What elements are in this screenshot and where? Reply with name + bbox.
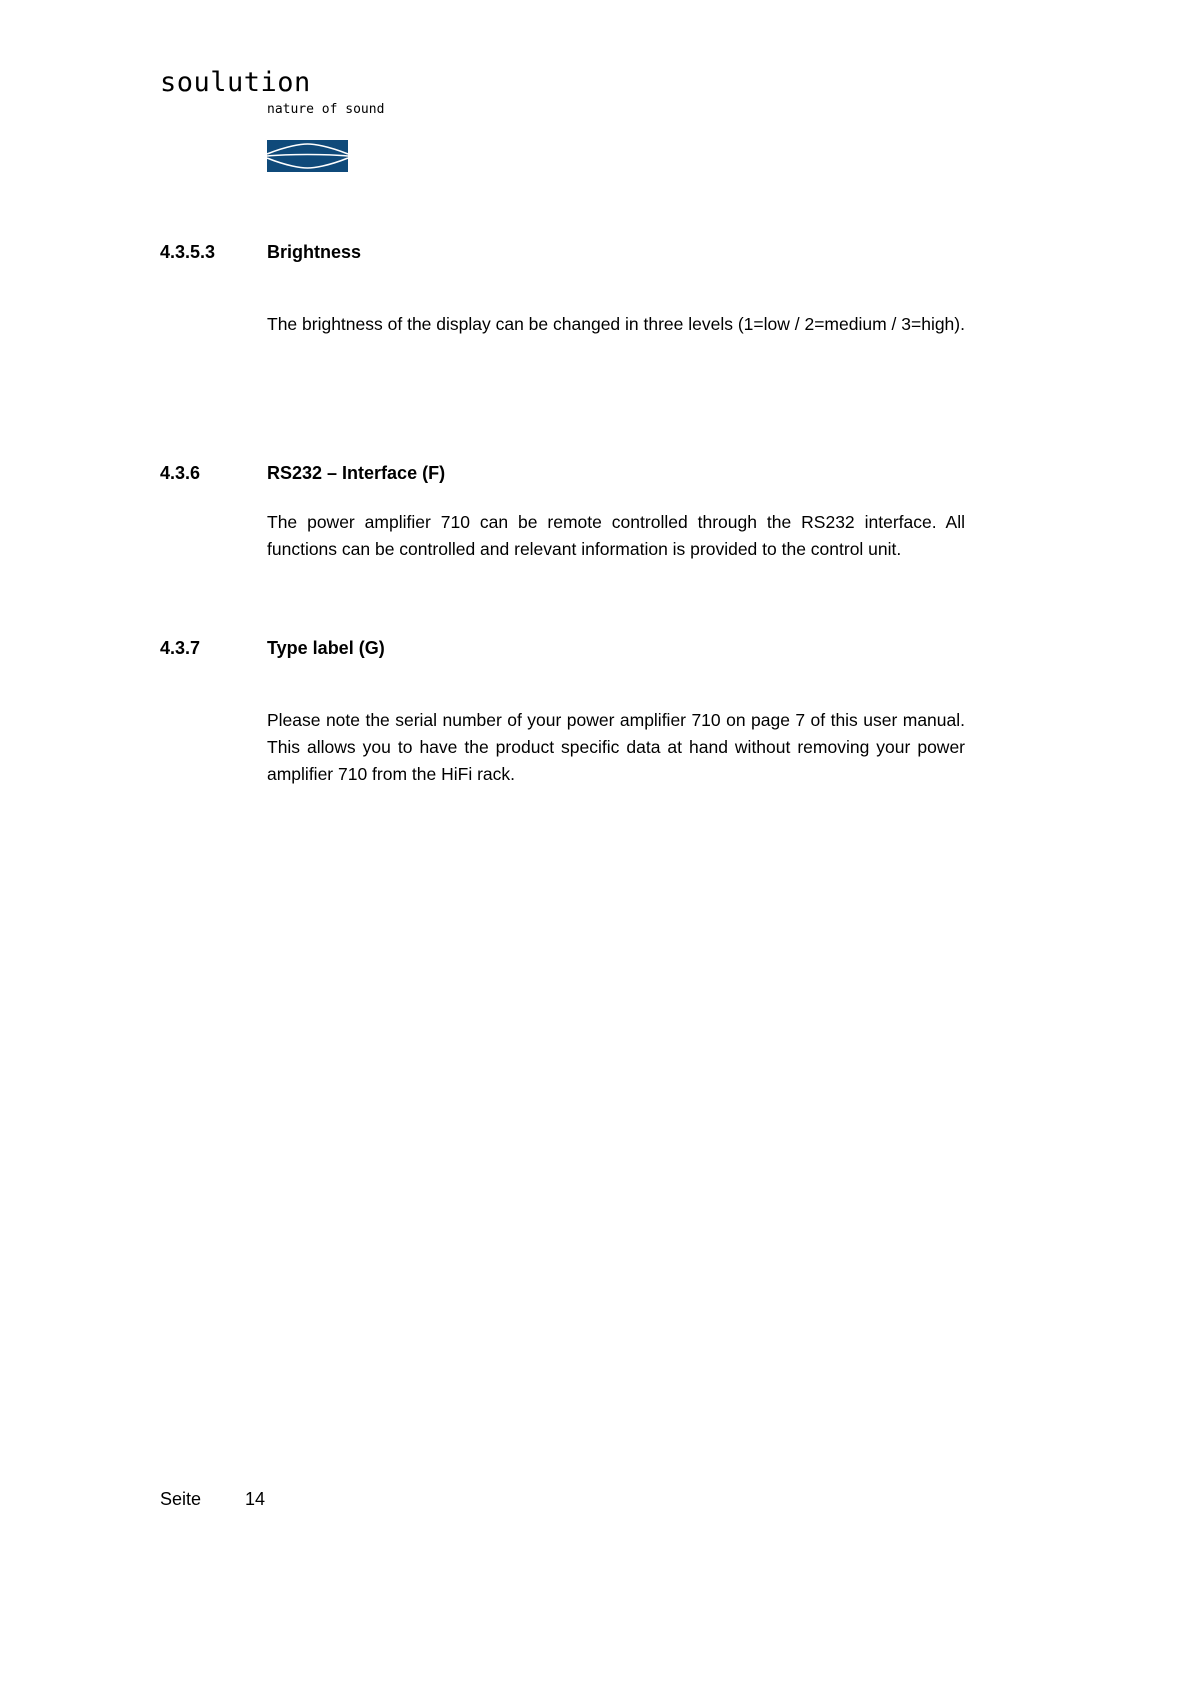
page-number: 14 — [245, 1489, 266, 1509]
section-number: 4.3.5.3 — [160, 242, 216, 262]
footer-label: Seite — [160, 1489, 202, 1509]
section-heading-rs232 — [160, 462, 445, 484]
section-paragraph: The power amplifier 710 can be remote controlled through the RS232 interface. All functions can be controlled and relevant information is provided to the control unit. — [267, 512, 965, 559]
brand-tagline: nature of sound — [267, 102, 385, 117]
section-heading-brightness — [160, 241, 361, 263]
section-paragraph: The brightness of the display can be changed in three levels (1=low / 2=medium / 3=high). — [267, 314, 965, 334]
section-paragraph: Please note the serial number of your power amplifier 710 on page 7 of this user manual. This allows you to have the product specific data at hand without removing your power amplifier 710 from the HiFi rack. — [267, 710, 965, 784]
page-footer — [160, 1488, 265, 1510]
brand-name: soulution — [160, 67, 311, 98]
wave-logo-icon — [267, 140, 348, 172]
section-number: 4.3.7 — [160, 638, 201, 658]
section-heading-type-label — [160, 637, 385, 659]
brand-logo — [160, 68, 460, 178]
section-title: Brightness — [267, 242, 362, 262]
section-title: RS232 – Interface (F) — [267, 463, 446, 483]
section-title: Type label (G) — [267, 638, 385, 658]
section-number: 4.3.6 — [160, 463, 201, 483]
